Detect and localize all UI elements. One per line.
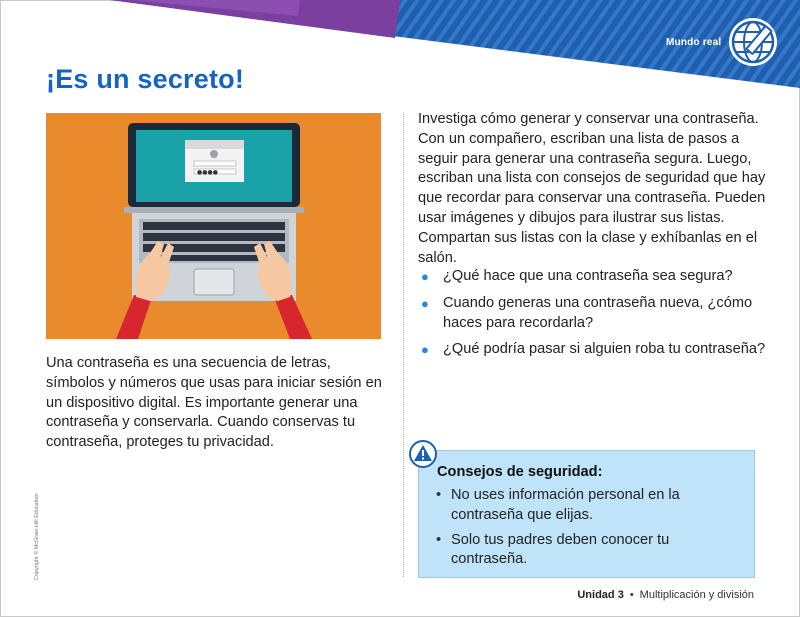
question-text: Cuando generas una contraseña nueva, ¿cómo haces para recordarla? xyxy=(443,294,753,331)
safety-tips-list xyxy=(435,486,745,575)
footer-separator: • xyxy=(629,589,634,601)
question-item xyxy=(420,267,772,287)
warning-icon xyxy=(409,440,437,468)
page-title: ¡Es un secreto! xyxy=(46,64,245,94)
question-text: ¿Qué hace que una contraseña sea segura? xyxy=(443,268,733,284)
svg-text:●●●●: ●●●● xyxy=(197,169,218,176)
safety-tip-item xyxy=(435,486,745,526)
safety-tip-text: No uses información personal en la contraseña que elijas. xyxy=(451,487,680,523)
question-item xyxy=(420,340,772,360)
bullet-icon: ● xyxy=(421,269,429,284)
bullet-icon: • xyxy=(436,487,442,503)
intro-paragraph: Una contraseña es una secuencia de letras, símbolos y números que usas para iniciar sesión en un dispositivo digital. Es importante generar una contraseña y conservarla. Cuando conservas tu contraseña, proteges tu privacidad. xyxy=(46,355,382,451)
bullet-icon: • xyxy=(436,531,442,548)
question-list xyxy=(420,267,772,367)
footer-topic: Multiplicación y división xyxy=(639,589,754,601)
activity-paragraph: Investiga cómo generar y conservar una contraseña. Con un compañero, escriban una lista de pasos a seguir para generar una contraseña segura. Luego, escriban una lista con consejos de seguridad que hay que recordar para conservar una contraseña. Pueden usar imágenes y dibujos para ilustrar sus listas. Compartan sus listas con la clase y exhíbanlas en el salón. xyxy=(418,111,766,266)
section-tag: Mundo real xyxy=(666,37,722,48)
laptop-login-illustration xyxy=(46,113,381,339)
safety-tip-item xyxy=(435,531,745,571)
question-item xyxy=(420,294,772,334)
safety-tips-box xyxy=(418,450,755,578)
copyright-notice: Copyright © McGraw-Hill Education xyxy=(34,493,40,580)
footer-unit: Unidad 3 xyxy=(577,589,624,601)
question-text: ¿Qué podría pasar si alguien roba tu contraseña? xyxy=(443,341,766,358)
safety-tips-title: Consejos de seguridad: xyxy=(437,464,603,480)
column-divider xyxy=(403,112,404,577)
bullet-icon: ● xyxy=(421,342,429,358)
bullet-icon: ● xyxy=(421,295,429,311)
page-footer xyxy=(577,589,754,601)
globe-pencil-icon xyxy=(727,16,779,68)
safety-tip-text: Solo tus padres deben conocer tu contraseña. xyxy=(451,531,670,568)
